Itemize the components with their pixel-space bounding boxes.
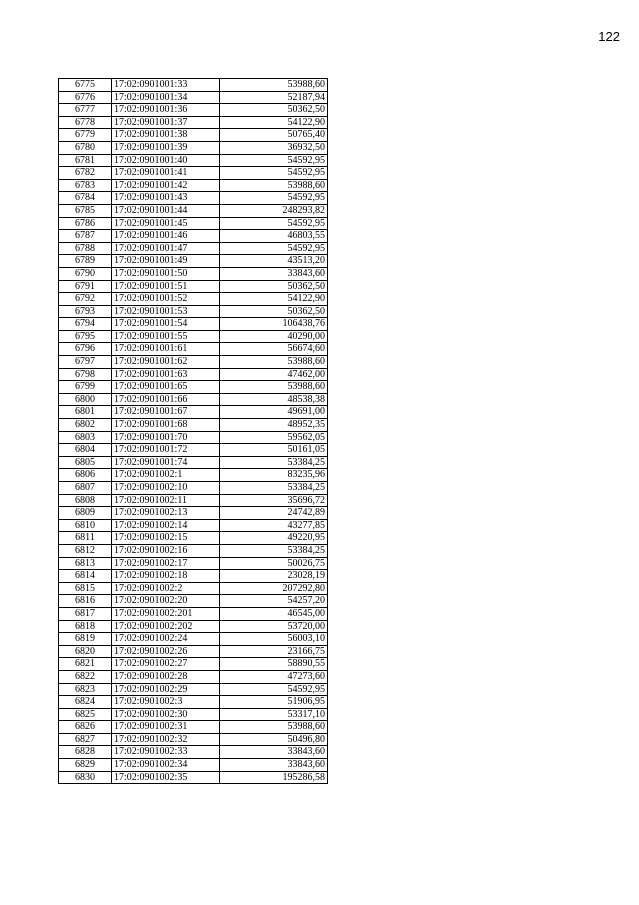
- table-row: [59, 381, 328, 394]
- cadastral-number-cell: 17:02:0901002:35: [112, 771, 220, 784]
- value-cell: 33843,60: [220, 267, 328, 280]
- value-cell: 207292,80: [220, 582, 328, 595]
- cadastral-number-cell: 17:02:0901001:62: [112, 356, 220, 369]
- table-row: [59, 230, 328, 243]
- row-number-cell: 6775: [59, 79, 112, 92]
- row-number-cell: 6829: [59, 759, 112, 772]
- table-row: [59, 167, 328, 180]
- row-number-cell: 6818: [59, 620, 112, 633]
- value-cell: 59562,05: [220, 431, 328, 444]
- row-number-cell: 6786: [59, 217, 112, 230]
- table-row: [59, 582, 328, 595]
- table-row: [59, 658, 328, 671]
- table-row: [59, 141, 328, 154]
- table-row: [59, 305, 328, 318]
- table-row: [59, 431, 328, 444]
- cadastral-number-cell: 17:02:0901002:30: [112, 708, 220, 721]
- table-row: [59, 544, 328, 557]
- cadastral-number-cell: 17:02:0901001:66: [112, 393, 220, 406]
- cadastral-number-cell: 17:02:0901002:201: [112, 607, 220, 620]
- row-number-cell: 6790: [59, 267, 112, 280]
- cadastral-number-cell: 17:02:0901001:39: [112, 141, 220, 154]
- cadastral-number-cell: 17:02:0901001:45: [112, 217, 220, 230]
- value-cell: 49691,00: [220, 406, 328, 419]
- row-number-cell: 6789: [59, 255, 112, 268]
- row-number-cell: 6810: [59, 519, 112, 532]
- value-cell: 58890,55: [220, 658, 328, 671]
- value-cell: 47273,60: [220, 670, 328, 683]
- row-number-cell: 6806: [59, 469, 112, 482]
- value-cell: 47462,00: [220, 368, 328, 381]
- table-row: [59, 519, 328, 532]
- value-cell: 33843,60: [220, 759, 328, 772]
- row-number-cell: 6779: [59, 129, 112, 142]
- cadastral-number-cell: 17:02:0901001:65: [112, 381, 220, 394]
- value-cell: 36932,50: [220, 141, 328, 154]
- value-cell: 53988,60: [220, 381, 328, 394]
- table-row: [59, 217, 328, 230]
- cadastral-number-cell: 17:02:0901002:13: [112, 507, 220, 520]
- row-number-cell: 6821: [59, 658, 112, 671]
- cadastral-number-cell: 17:02:0901001:49: [112, 255, 220, 268]
- row-number-cell: 6802: [59, 419, 112, 432]
- table-row: [59, 419, 328, 432]
- cadastral-number-cell: 17:02:0901002:26: [112, 645, 220, 658]
- table-row: [59, 469, 328, 482]
- cadastral-number-cell: 17:02:0901001:46: [112, 230, 220, 243]
- row-number-cell: 6824: [59, 696, 112, 709]
- cadastral-number-cell: 17:02:0901001:42: [112, 179, 220, 192]
- value-cell: 195286,58: [220, 771, 328, 784]
- cadastral-number-cell: 17:02:0901001:51: [112, 280, 220, 293]
- row-number-cell: 6825: [59, 708, 112, 721]
- cadastral-number-cell: 17:02:0901002:29: [112, 683, 220, 696]
- row-number-cell: 6811: [59, 532, 112, 545]
- value-cell: 54592,95: [220, 217, 328, 230]
- cadastral-number-cell: 17:02:0901002:1: [112, 469, 220, 482]
- table-row: [59, 633, 328, 646]
- table-row: [59, 557, 328, 570]
- row-number-cell: 6778: [59, 116, 112, 129]
- cadastral-number-cell: 17:02:0901001:36: [112, 104, 220, 117]
- value-cell: 40290,00: [220, 330, 328, 343]
- table-row: [59, 293, 328, 306]
- row-number-cell: 6830: [59, 771, 112, 784]
- value-cell: 53384,25: [220, 456, 328, 469]
- row-number-cell: 6795: [59, 330, 112, 343]
- table-row: [59, 393, 328, 406]
- cadastral-number-cell: 17:02:0901001:53: [112, 305, 220, 318]
- row-number-cell: 6815: [59, 582, 112, 595]
- table-row: [59, 267, 328, 280]
- row-number-cell: 6781: [59, 154, 112, 167]
- table-row: [59, 91, 328, 104]
- value-cell: 35696,72: [220, 494, 328, 507]
- row-number-cell: 6791: [59, 280, 112, 293]
- row-number-cell: 6817: [59, 607, 112, 620]
- row-number-cell: 6807: [59, 482, 112, 495]
- cadastral-number-cell: 17:02:0901001:41: [112, 167, 220, 180]
- row-number-cell: 6828: [59, 746, 112, 759]
- value-cell: 23166,75: [220, 645, 328, 658]
- cadastral-number-cell: 17:02:0901001:40: [112, 154, 220, 167]
- row-number-cell: 6788: [59, 242, 112, 255]
- cadastral-number-cell: 17:02:0901001:47: [112, 242, 220, 255]
- table-row: [59, 746, 328, 759]
- row-number-cell: 6783: [59, 179, 112, 192]
- cadastral-number-cell: 17:02:0901002:17: [112, 557, 220, 570]
- value-cell: 23028,19: [220, 570, 328, 583]
- value-cell: 50026,75: [220, 557, 328, 570]
- cadastral-number-cell: 17:02:0901002:24: [112, 633, 220, 646]
- cadastral-number-cell: 17:02:0901002:33: [112, 746, 220, 759]
- cadastral-number-cell: 17:02:0901001:68: [112, 419, 220, 432]
- row-number-cell: 6804: [59, 444, 112, 457]
- cadastral-number-cell: 17:02:0901002:20: [112, 595, 220, 608]
- row-number-cell: 6782: [59, 167, 112, 180]
- cadastral-number-cell: 17:02:0901002:2: [112, 582, 220, 595]
- table-row: [59, 771, 328, 784]
- cadastral-number-cell: 17:02:0901001:52: [112, 293, 220, 306]
- value-cell: 53988,60: [220, 79, 328, 92]
- value-cell: 54257,20: [220, 595, 328, 608]
- row-number-cell: 6785: [59, 204, 112, 217]
- value-cell: 24742,89: [220, 507, 328, 520]
- row-number-cell: 6819: [59, 633, 112, 646]
- page-number: 122: [598, 29, 620, 44]
- table-row: [59, 607, 328, 620]
- table-row: [59, 343, 328, 356]
- row-number-cell: 6793: [59, 305, 112, 318]
- cadastral-number-cell: 17:02:0901001:34: [112, 91, 220, 104]
- cadastral-number-cell: 17:02:0901002:14: [112, 519, 220, 532]
- value-cell: 33843,60: [220, 746, 328, 759]
- cadastral-number-cell: 17:02:0901001:33: [112, 79, 220, 92]
- row-number-cell: 6827: [59, 733, 112, 746]
- cadastral-number-cell: 17:02:0901002:32: [112, 733, 220, 746]
- table-row: [59, 154, 328, 167]
- value-cell: 54592,95: [220, 242, 328, 255]
- value-cell: 50765,40: [220, 129, 328, 142]
- table-row: [59, 280, 328, 293]
- cadastral-number-cell: 17:02:0901001:55: [112, 330, 220, 343]
- table-row: [59, 759, 328, 772]
- value-cell: 53988,60: [220, 356, 328, 369]
- table-row: [59, 507, 328, 520]
- row-number-cell: 6809: [59, 507, 112, 520]
- table-row: [59, 356, 328, 369]
- table-row: [59, 444, 328, 457]
- value-cell: 54592,95: [220, 192, 328, 205]
- value-cell: 50161,05: [220, 444, 328, 457]
- row-number-cell: 6822: [59, 670, 112, 683]
- table-row: [59, 255, 328, 268]
- value-cell: 56674,60: [220, 343, 328, 356]
- table-row: [59, 330, 328, 343]
- row-number-cell: 6801: [59, 406, 112, 419]
- value-cell: 53317,10: [220, 708, 328, 721]
- row-number-cell: 6780: [59, 141, 112, 154]
- table-row: [59, 670, 328, 683]
- row-number-cell: 6798: [59, 368, 112, 381]
- cadastral-number-cell: 17:02:0901001:37: [112, 116, 220, 129]
- table-row: [59, 733, 328, 746]
- cadastral-number-cell: 17:02:0901001:63: [112, 368, 220, 381]
- cadastral-number-cell: 17:02:0901001:70: [112, 431, 220, 444]
- row-number-cell: 6777: [59, 104, 112, 117]
- table-row: [59, 179, 328, 192]
- value-cell: 53988,60: [220, 179, 328, 192]
- table-row: [59, 482, 328, 495]
- cadastral-number-cell: 17:02:0901001:44: [112, 204, 220, 217]
- row-number-cell: 6797: [59, 356, 112, 369]
- value-cell: 53720,00: [220, 620, 328, 633]
- table-row: [59, 645, 328, 658]
- table-row: [59, 532, 328, 545]
- row-number-cell: 6796: [59, 343, 112, 356]
- value-cell: 53384,25: [220, 544, 328, 557]
- value-cell: 54592,95: [220, 167, 328, 180]
- table-row: [59, 318, 328, 331]
- row-number-cell: 6816: [59, 595, 112, 608]
- value-cell: 83235,96: [220, 469, 328, 482]
- cadastral-number-cell: 17:02:0901001:54: [112, 318, 220, 331]
- table-row: [59, 494, 328, 507]
- row-number-cell: 6794: [59, 318, 112, 331]
- row-number-cell: 6803: [59, 431, 112, 444]
- cadastral-number-cell: 17:02:0901002:27: [112, 658, 220, 671]
- cadastral-number-cell: 17:02:0901002:10: [112, 482, 220, 495]
- table-row: [59, 595, 328, 608]
- cadastral-number-cell: 17:02:0901002:11: [112, 494, 220, 507]
- value-cell: 54122,90: [220, 116, 328, 129]
- cadastral-number-cell: 17:02:0901002:15: [112, 532, 220, 545]
- row-number-cell: 6812: [59, 544, 112, 557]
- cadastral-number-cell: 17:02:0901002:3: [112, 696, 220, 709]
- value-cell: 49220,95: [220, 532, 328, 545]
- value-cell: 50362,50: [220, 305, 328, 318]
- cadastral-number-cell: 17:02:0901002:18: [112, 570, 220, 583]
- cadastral-number-cell: 17:02:0901001:50: [112, 267, 220, 280]
- row-number-cell: 6787: [59, 230, 112, 243]
- cadastral-number-cell: 17:02:0901001:61: [112, 343, 220, 356]
- row-number-cell: 6800: [59, 393, 112, 406]
- table-row: [59, 570, 328, 583]
- table-row: [59, 721, 328, 734]
- value-cell: 56003,10: [220, 633, 328, 646]
- row-number-cell: 6823: [59, 683, 112, 696]
- cadastral-number-cell: 17:02:0901002:16: [112, 544, 220, 557]
- value-cell: 46545,00: [220, 607, 328, 620]
- cadastral-number-cell: 17:02:0901001:74: [112, 456, 220, 469]
- table-row: [59, 204, 328, 217]
- value-cell: 54592,95: [220, 154, 328, 167]
- table-row: [59, 116, 328, 129]
- value-cell: 43277,85: [220, 519, 328, 532]
- table-row: [59, 620, 328, 633]
- value-cell: 50496,80: [220, 733, 328, 746]
- table-row: [59, 192, 328, 205]
- cadastral-number-cell: 17:02:0901002:28: [112, 670, 220, 683]
- table-row: [59, 79, 328, 92]
- table-row: [59, 104, 328, 117]
- table-row: [59, 696, 328, 709]
- table-row: [59, 683, 328, 696]
- row-number-cell: 6784: [59, 192, 112, 205]
- value-cell: 50362,50: [220, 104, 328, 117]
- value-cell: 48538,38: [220, 393, 328, 406]
- value-cell: 46803,55: [220, 230, 328, 243]
- table-body: [59, 79, 328, 784]
- table-row: [59, 456, 328, 469]
- value-cell: 53384,25: [220, 482, 328, 495]
- cadastral-number-cell: 17:02:0901002:202: [112, 620, 220, 633]
- value-cell: 248293,82: [220, 204, 328, 217]
- value-cell: 106438,76: [220, 318, 328, 331]
- cadastral-number-cell: 17:02:0901002:34: [112, 759, 220, 772]
- table-row: [59, 242, 328, 255]
- table-row: [59, 129, 328, 142]
- value-cell: 54122,90: [220, 293, 328, 306]
- table-row: [59, 406, 328, 419]
- row-number-cell: 6826: [59, 721, 112, 734]
- row-number-cell: 6813: [59, 557, 112, 570]
- table-row: [59, 708, 328, 721]
- cadastral-number-cell: 17:02:0901001:43: [112, 192, 220, 205]
- value-cell: 51906,95: [220, 696, 328, 709]
- value-cell: 48952,35: [220, 419, 328, 432]
- row-number-cell: 6820: [59, 645, 112, 658]
- row-number-cell: 6776: [59, 91, 112, 104]
- row-number-cell: 6792: [59, 293, 112, 306]
- value-cell: 43513,20: [220, 255, 328, 268]
- value-cell: 53988,60: [220, 721, 328, 734]
- cadastral-number-cell: 17:02:0901002:31: [112, 721, 220, 734]
- row-number-cell: 6799: [59, 381, 112, 394]
- row-number-cell: 6805: [59, 456, 112, 469]
- value-cell: 50362,50: [220, 280, 328, 293]
- row-number-cell: 6808: [59, 494, 112, 507]
- value-cell: 52187,94: [220, 91, 328, 104]
- cadastral-number-cell: 17:02:0901001:67: [112, 406, 220, 419]
- table-row: [59, 368, 328, 381]
- value-cell: 54592,95: [220, 683, 328, 696]
- cadastral-value-table: [58, 78, 328, 784]
- row-number-cell: 6814: [59, 570, 112, 583]
- cadastral-number-cell: 17:02:0901001:38: [112, 129, 220, 142]
- cadastral-number-cell: 17:02:0901001:72: [112, 444, 220, 457]
